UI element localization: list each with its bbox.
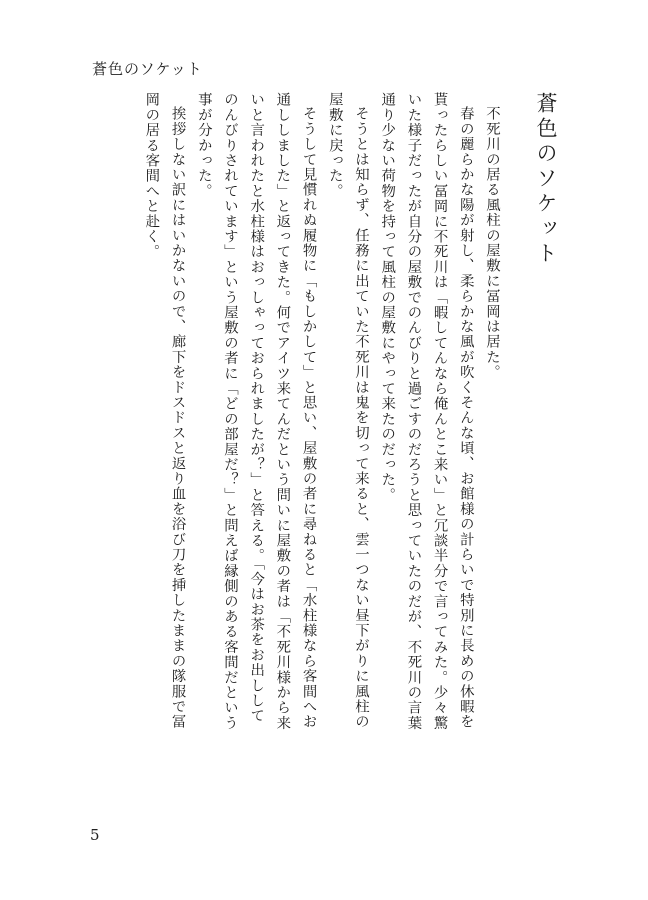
paragraph-1: 不死川の居る風柱の屋敷に冨岡は居た。 — [484, 106, 500, 380]
vertical-text-block — [138, 92, 556, 732]
page-number: 5 — [90, 826, 100, 844]
paragraph-3: そうとは知らず、任務に出ていた不死川は鬼を切って来ると、雲一つない昼下がりに風柱の屋敷に戻った。 — [326, 92, 369, 730]
running-header: 蒼色のソケット — [92, 60, 203, 78]
paragraph-4: そうして見慣れぬ履物に「もしかして」と思い、屋敷の者に尋ねると「水柱様なら客間へお通ししました」と返ってきた。何でアイツ来てんだという問いに屋敷の者は「不死川様から来いと言われたと水柱様はおっしゃっておられましたが？」と答える。「今はお茶をお出ししてのんびりされています」という屋敷の者に「どの部屋だ？」と問えば縁側のある客間だという事が分かった。 — [195, 92, 317, 731]
paragraph-5: 挨拶しない訳にはいかないので、廊下をドスドスと返り血を浴び刀を挿したままの隊服で冨岡の居る客間へと赴く。 — [143, 92, 186, 730]
paragraph-2: 春の麗らかな陽が射し、柔らかな風が吹くそんな頃、お館様の計らいで特別に長めの休暇を貰ったらしい冨岡に不死川は「暇してんなら俺んとこ来い」と冗談半分で言ってみた。少々驚いた様子だったが自分の屋敷でのんびりと過ごすのだろうと思っていたのだが、不死川の言葉通り少ない荷物を持って風柱の屋敷にやって来たのだった。 — [379, 92, 474, 731]
chapter-title: 蒼色のソケット — [534, 92, 558, 267]
chapter-title-wrap — [535, 92, 556, 732]
body-text — [138, 92, 505, 734]
